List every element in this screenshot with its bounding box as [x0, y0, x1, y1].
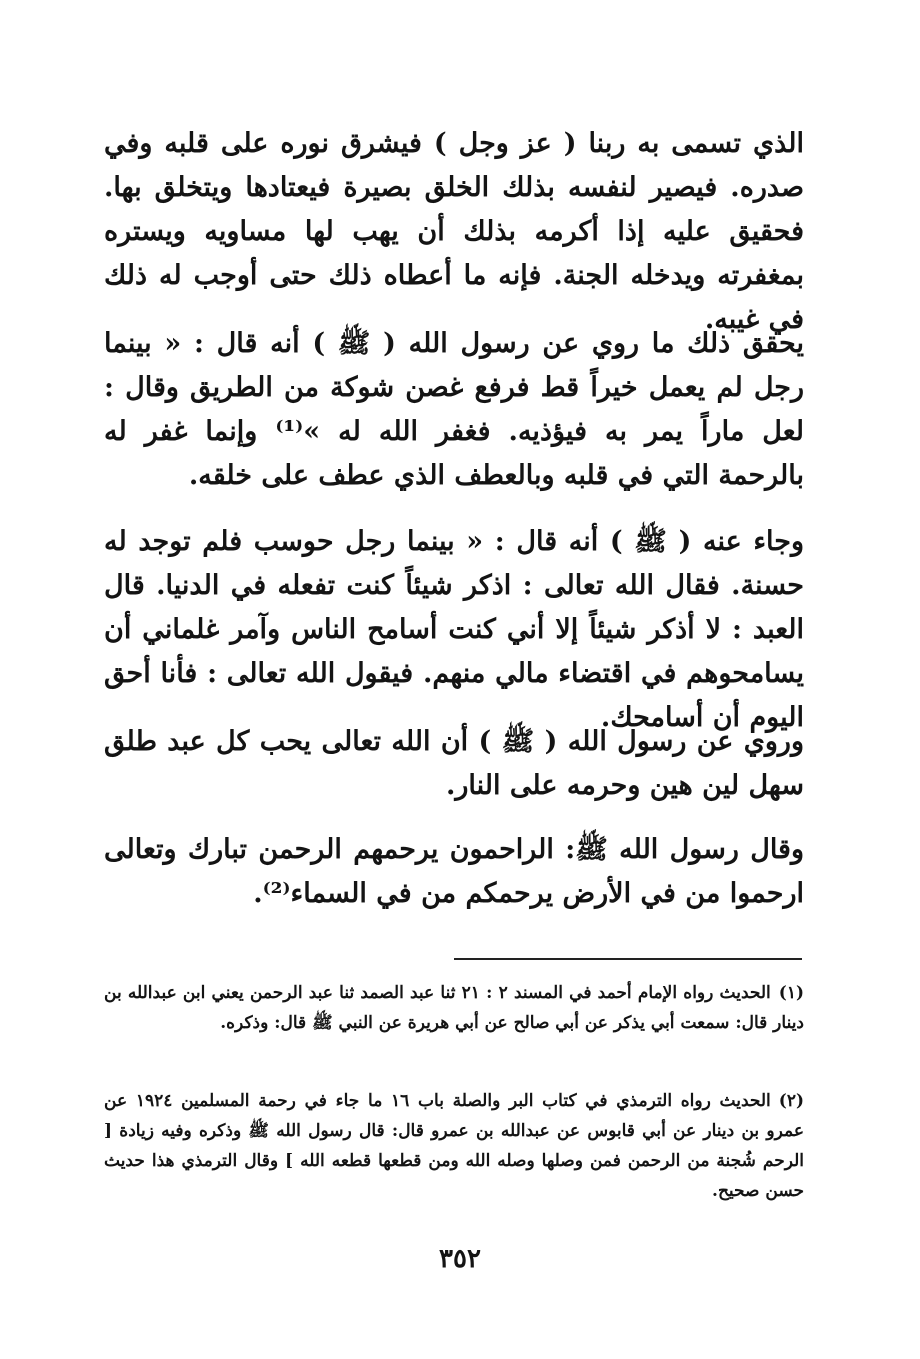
footnote-1-text: الحديث رواه الإمام أحمد في المسند ٢ : ٢١ ثنا عبد الصمد ثنا عبد الرحمن يعني ابن عبدالله بن دينار قال: سمعت أبي يذكر عن أبي صالح عن أبي هريرة عن النبي ﷺ قال: وذكره.: [104, 983, 804, 1033]
footnote-2: [104, 1086, 804, 1206]
footnote-2-number: (٢): [778, 1091, 804, 1111]
footnote-1: [104, 978, 804, 1038]
footnote-2-text: الحديث رواه الترمذي في كتاب البر والصلة باب ١٦ ما جاء في رحمة المسلمين ١٩٢٤ عن عمرو بن دينار عن أبي قابوس عن عبدالله بن عمرو قال: قال رسول الله ﷺ وذكره وفيه زيادة [ الرحم شُجنة من الرحمن فمن وصلها وصله الله ومن قطعها قطعه الله ] وقال الترمذي هذا حديث حسن صحيح.: [104, 1091, 804, 1201]
paragraph-5: وقال رسول الله ﷺ: الراحمون يرحمهم الرحمن تبارك وتعالى ارحموا من في الأرض يرحمكم من في السماء⁽²⁾.: [104, 834, 804, 909]
paragraph-4: وروي عن رسول الله ( ﷺ ) أن الله تعالى يحب كل عبد طلق سهل لين هين وحرمه على النار.: [104, 726, 804, 801]
paragraph-1: الذي تسمى به ربنا ( عز وجل ) فيشرق نوره على قلبه وفي صدره. فيصير لنفسه بذلك الخلق بصيرة فيعتادها ويتخلق بها. فحقيق عليه إذا أكرمه بذلك أن يهب لها مساويه ويستره بمغفرته ويدخله الجنة. فإنه ما أعطاه ذلك حتى أوجب له ذلك في غيبه.: [104, 128, 804, 335]
paragraph-3: وجاء عنه ( ﷺ ) أنه قال : « بينما رجل حوسب فلم توجد له حسنة. فقال الله تعالى : اذكر شيئاً كنت تفعله في الدنيا. قال العبد : لا أذكر شيئاً إلا أني كنت أسامح الناس وآمر غلماني أن يسامحوهم في اقتضاء مالي منهم. فيقول الله تعالى : فأنا أحق اليوم أن أسامحك.: [104, 526, 804, 733]
footnote-divider: [454, 958, 802, 960]
page-number: ٣٥٢: [439, 1244, 481, 1274]
footnote-1-number: (١): [778, 983, 804, 1003]
paragraph-2: يحقق ذلك ما روي عن رسول الله ( ﷺ ) أنه قال : « بينما رجل لم يعمل خيراً قط فرفع غصن شوكة من الطريق وقال : لعل ماراً يمر به فيؤذيه. فغفر الله له »⁽¹⁾ وإنما غفر له بالرحمة التي في قلبه وبالعطف الذي عطف على خلقه.: [104, 328, 805, 491]
